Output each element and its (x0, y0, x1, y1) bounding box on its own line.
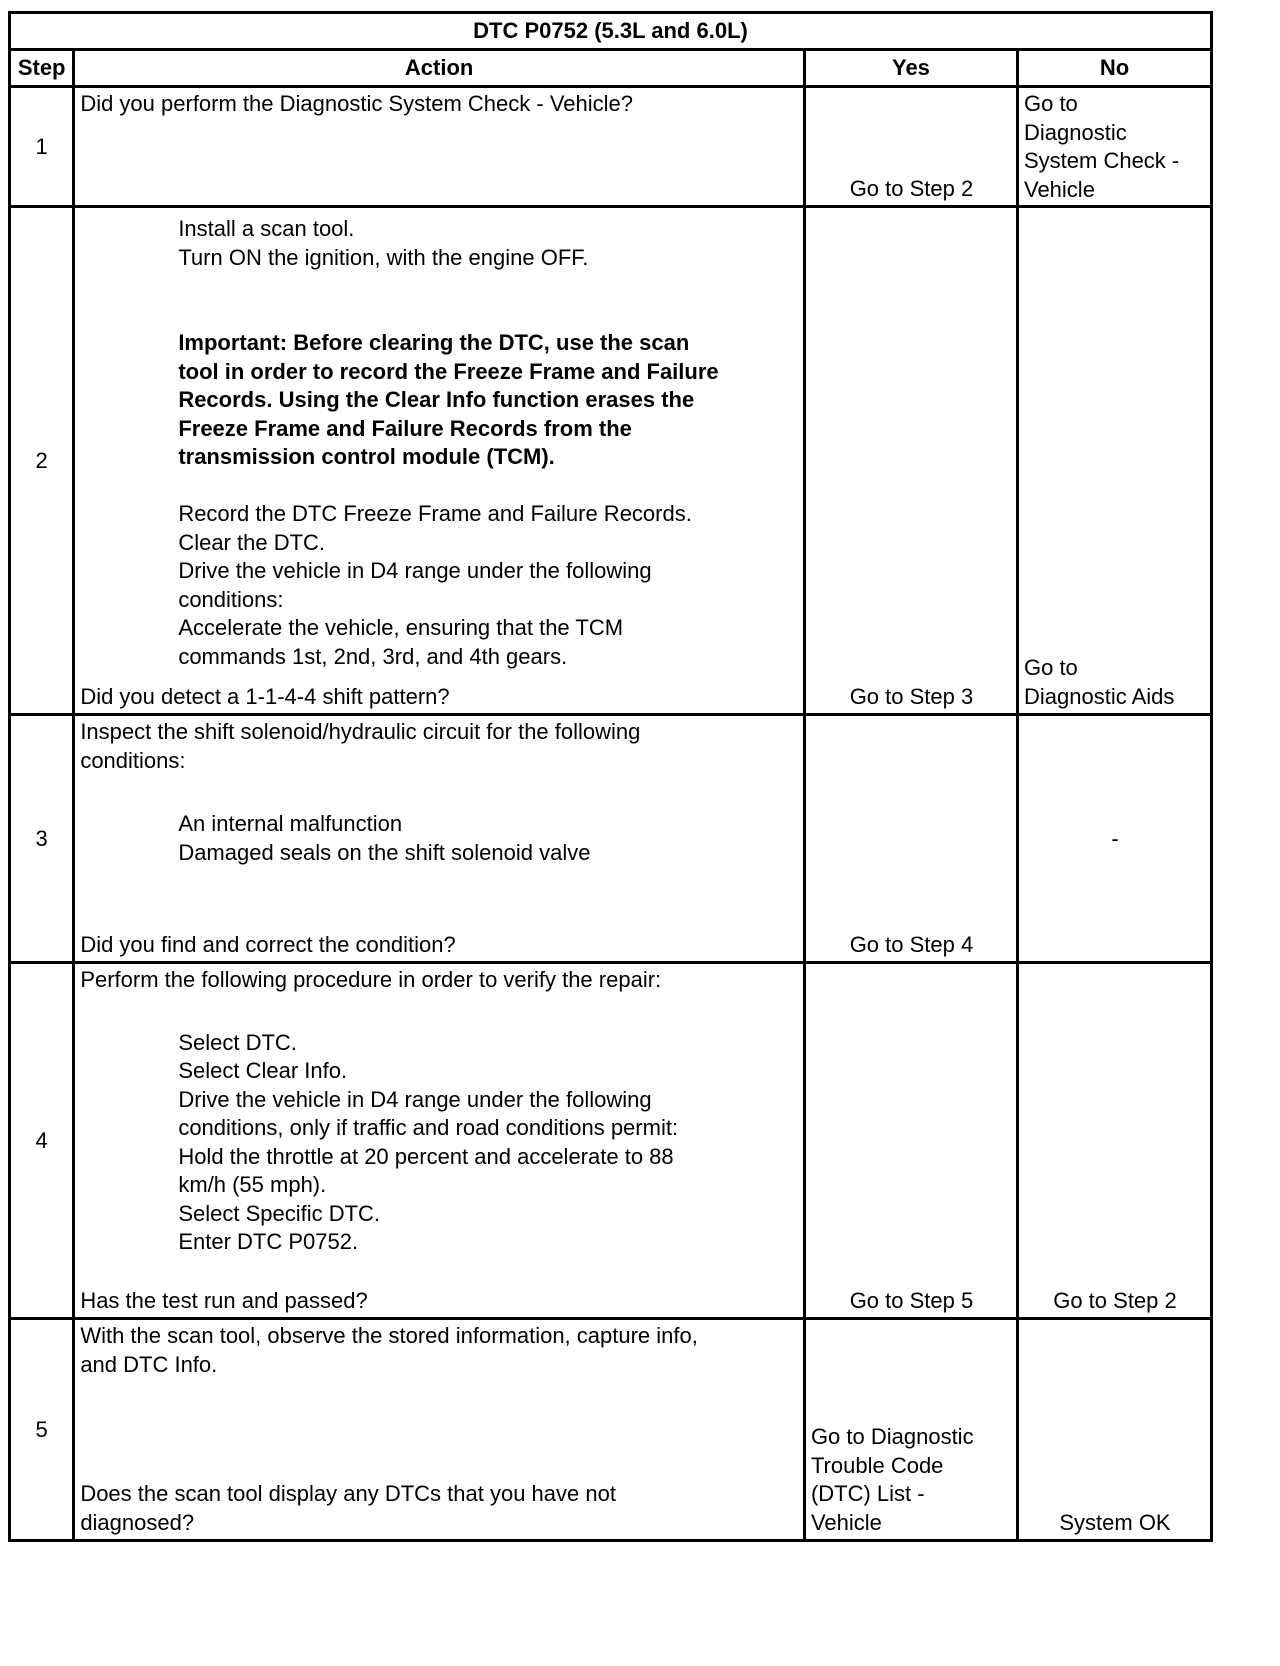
no-value: - (1111, 825, 1119, 851)
action-question: Did you detect a 1-1-4-4 shift pattern? (80, 683, 450, 709)
no-cell (1017, 1319, 1211, 1541)
step-number: 3 (10, 715, 74, 963)
header-action: Action (74, 50, 805, 87)
action-question: Did you perform the Diagnostic System Check - Vehicle? (80, 91, 633, 116)
no-link[interactable]: Go to Diagnostic System Check - Vehicle (1023, 91, 1180, 202)
dtc-table (8, 11, 1213, 1542)
yes-link[interactable]: Go to Diagnostic Trouble Code (DTC) List - Vehicle (810, 1424, 974, 1535)
action-cell: With the scan tool, observe the stored information, capture info, and DTC Info. Does the scan tool display any DTCs that you have not diagnosed? (74, 1319, 805, 1541)
table-row (10, 87, 1212, 207)
action-cell (74, 207, 805, 715)
list-item: km/h (55 mph). (178, 1172, 327, 1197)
list-item: Record the DTC Freeze Frame and Failure Records. (178, 501, 692, 526)
list-item: commands 1st, 2nd, 3rd, and 4th gears. (178, 643, 568, 669)
list-item: Enter DTC P0752. (178, 1229, 359, 1254)
yes-link[interactable]: Go to Step 3 (849, 683, 974, 709)
list-item: Damaged seals on the shift solenoid valve (178, 839, 591, 865)
header-row (10, 50, 1212, 87)
step-number: 1 (10, 87, 74, 207)
list-item: Drive the vehicle in D4 range under the following (178, 558, 652, 583)
table-row (10, 1319, 1212, 1541)
no-cell (1017, 207, 1211, 715)
yes-cell (804, 715, 1017, 963)
no-value: System OK (1059, 1509, 1171, 1535)
steps-list (80, 215, 799, 671)
table-row (10, 963, 1212, 1319)
step-number: 5 (10, 1319, 74, 1541)
procedure-list (80, 1029, 799, 1257)
step-number: 2 (10, 207, 74, 715)
table-title: DTC P0752 (5.3L and 6.0L) (10, 13, 1212, 50)
yes-link[interactable]: Go to Step 5 (849, 1287, 974, 1313)
header-yes: Yes (804, 50, 1017, 87)
yes-cell (804, 963, 1017, 1319)
header-no: No (1017, 50, 1211, 87)
list-item: Select DTC. (178, 1029, 297, 1055)
list-item: Install a scan tool. (178, 216, 355, 241)
yes-cell (804, 1319, 1017, 1541)
list-item: Accelerate the vehicle, ensuring that the TCM (178, 615, 624, 640)
yes-link[interactable]: Go to Step 4 (849, 931, 974, 957)
no-cell (1017, 963, 1211, 1319)
yes-link[interactable]: Go to Step 2 (849, 175, 974, 201)
list-item: Drive the vehicle in D4 range under the following (178, 1086, 652, 1112)
no-link[interactable]: Go to Diagnostic Aids (1023, 655, 1175, 709)
action-cell: Inspect the shift solenoid/hydraulic circuit for the following conditions: An internal malfunction Damaged seals on the shift solenoid valve Did you find and correct the condition? (74, 715, 805, 963)
no-cell (1017, 715, 1211, 963)
list-item: conditions: (178, 586, 284, 612)
table-row (10, 715, 1212, 963)
list-item: Turn ON the ignition, with the engine OFF. (178, 244, 589, 270)
action-cell: Perform the following procedure in order to verify the repair: Select DTC. Select Clear Info. Drive the vehicle in D4 range under the following conditions, only if traffic and road conditions permit: Hold the throttle at 20 percent and accelerate to 88 km/h (55 mph). Select Specific DTC. Enter DTC P0752. Has the test run and passed? (74, 963, 805, 1319)
action-question: Has the test run and passed? (80, 1287, 368, 1313)
yes-cell (804, 207, 1017, 715)
list-item: Select Clear Info. (178, 1058, 348, 1083)
list-item: Clear the DTC. (178, 529, 326, 555)
important-note: Important: Before clearing the DTC, use the scan tool in order to record the Freeze Frame and Failure Records. Using the Clear Info function erases the Freeze Frame and Failure Records from the transmission control module (TCM). (178, 330, 719, 469)
list-item: Hold the throttle at 20 percent and accelerate to 88 (178, 1143, 674, 1169)
no-link[interactable]: Go to Step 2 (1053, 1287, 1177, 1313)
action-cell (74, 87, 805, 207)
yes-cell (804, 87, 1017, 207)
action-question: Did you find and correct the condition? (80, 931, 456, 957)
header-step: Step (10, 50, 74, 87)
table-row (10, 207, 1212, 715)
list-item: Select Specific DTC. (178, 1200, 381, 1226)
action-question: Does the scan tool display any DTCs that you have not diagnosed? (80, 1481, 616, 1535)
conditions-list (80, 810, 799, 867)
list-item: An internal malfunction (178, 811, 403, 836)
no-cell (1017, 87, 1211, 207)
list-item: conditions, only if traffic and road conditions permit: (178, 1115, 679, 1140)
step-number: 4 (10, 963, 74, 1319)
